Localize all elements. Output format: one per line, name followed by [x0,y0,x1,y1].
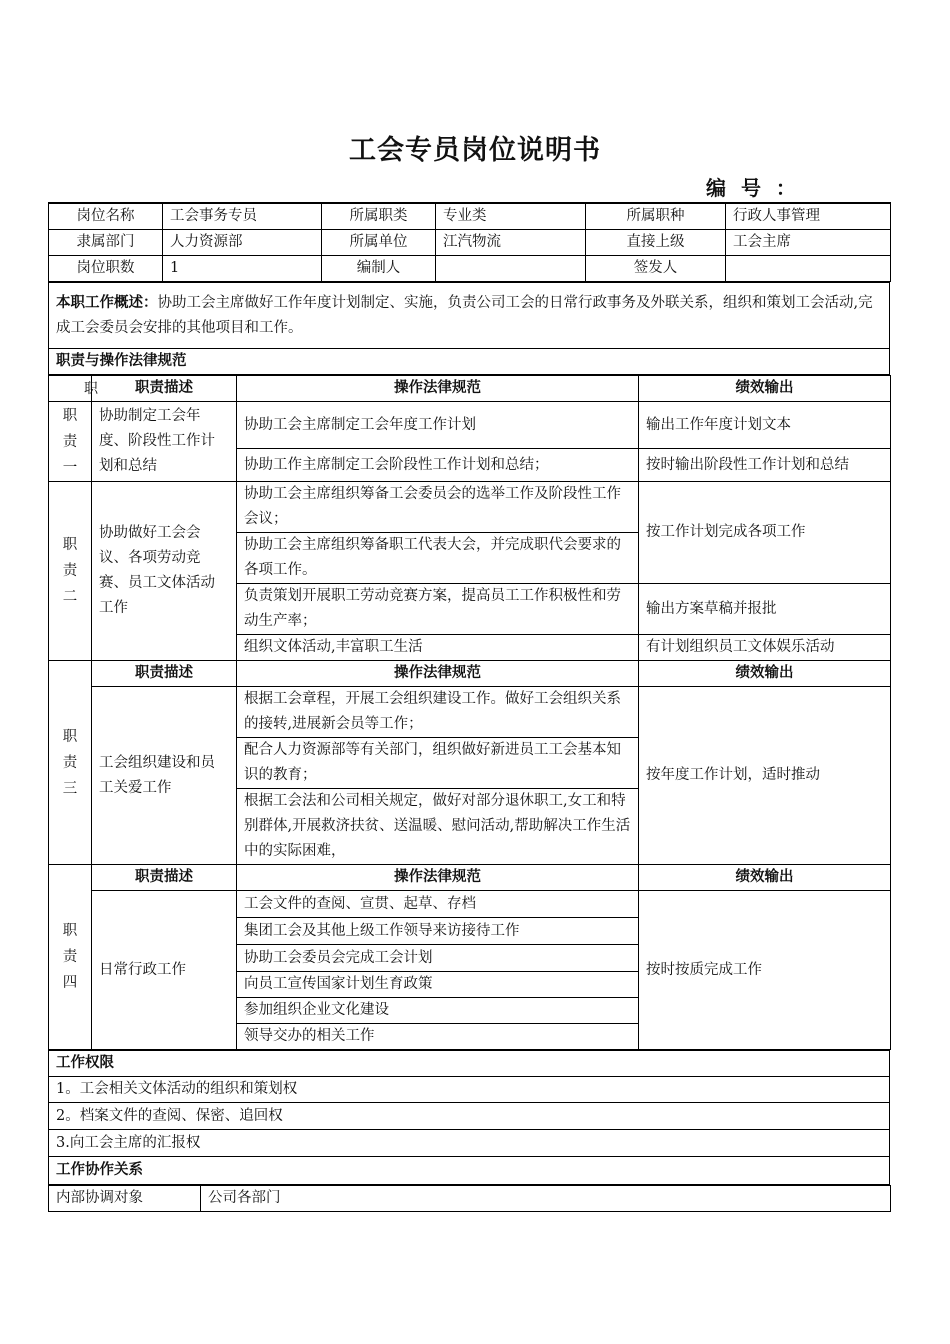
authority-item-2: 2。档案文件的查阅、保密、追回权 [49,1103,890,1130]
author-label: 编制人 [322,256,436,282]
type-label: 所属职种 [586,203,726,230]
authority-title: 工作权限 [49,1051,890,1077]
duty1-output-2: 按时输出阶段性工作计划和总结 [639,449,891,482]
duty2-output-1: 按工作计划完成各项工作 [639,482,891,584]
author-value [436,256,586,282]
duty3-col-desc-header: 职责描述 [92,661,237,687]
summary-table [48,282,890,375]
duty2-norm-1: 协助工会主席组织筹备工会委员会的选举工作及阶段性工作会议； [237,482,639,533]
superior-value: 工会主席 [726,230,891,256]
category-label: 所属职类 [322,203,436,230]
duty4-desc: 日常行政工作 [92,891,237,1050]
duty4-norm-5: 参加组织企业文化建设 [237,998,639,1024]
grade-value: 1 [163,256,322,282]
unit-value: 江汽物流 [436,230,586,256]
dept-value: 人力资源部 [163,230,322,256]
duty4-col-desc-header: 职责描述 [92,865,237,891]
position-name-value: 工会事务专员 [163,203,322,230]
duty4-norm-3: 协助工会委员会完成工会计划 [237,945,639,972]
duty4-norm-6: 领导交办的相关工作 [237,1024,639,1050]
authority-item-1: 1。工会相关文体活动的组织和策划权 [49,1077,890,1103]
internal-label: 内部协调对象 [49,1186,201,1212]
grade-label: 岗位职数 [49,256,163,282]
duty2-desc: 协助做好工会会议、各项劳动竞赛、员工文体活动工作 [92,482,237,661]
authority-table [48,1050,890,1185]
duty4-label: 职 责 四 [49,865,92,1050]
duty2-norm-3: 负责策划开展职工劳动竞赛方案，提高员工工作积极性和劳动生产率； [237,584,639,635]
type-value: 行政人事管理 [726,203,891,230]
relations-table [48,1185,891,1212]
duty4-output: 按时按质完成工作 [639,891,891,1050]
duty2-output-3: 有计划组织员工文体娱乐活动 [639,635,891,661]
duty4-norm-1: 工会文件的查阅、宣贯、起草、存档 [237,891,639,918]
summary-cell [49,283,890,349]
duty1-norm-1: 协助工会主席制定工会年度工作计划 [237,402,639,449]
category-value: 专业类 [436,203,586,230]
duty1-label: 职 责 一 [49,402,92,482]
duty3-norm-2: 配合人力资源部等有关部门，组织做好新进员工工会基本知识的教育； [237,738,639,789]
duty1-desc: 协助制定工会年度、阶段性工作计划和总结 [92,402,237,482]
duty3-norm-3: 根据工会法和公司相关规定，做好对部分退休职工,女工和特别群体,开展救济扶贫、送温暖、慰问活动,帮助解决工作生活中的实际困难， [237,789,639,865]
duty3-col-output-header: 绩效输出 [639,661,891,687]
dept-label: 隶属部门 [49,230,163,256]
duties-section-title: 职责与操作法律规范 [49,349,890,375]
issuer-value [726,256,891,282]
duty3-label: 职 责 三 [49,661,92,865]
col-desc-header: 职责描述 [92,376,237,402]
summary-text: 协助工会主席做好工作年度计划制定、实施，负责公司工会的日常行政事务及外联关系，组织和策划工会活动,完成工会委员会安排的其他项目和工作。 [56,294,873,336]
duty2-output-2: 输出方案草稿并报批 [639,584,891,635]
duty4-norm-4: 向员工宣传国家计划生育政策 [237,972,639,998]
col-output-header: 绩效输出 [639,376,891,402]
authority-item-3: 3.向工会主席的汇报权 [49,1130,890,1157]
superior-label: 直接上级 [586,230,726,256]
internal-value: 公司各部门 [201,1186,891,1212]
duty3-desc: 工会组织建设和员工关爱工作 [92,687,237,865]
duty3-output: 按年度工作计划，适时推动 [639,687,891,865]
duties-table [48,375,891,1050]
duty2-norm-2: 协助工会主席组织筹备职工代表大会，并完成职代会要求的各项工作。 [237,533,639,584]
basic-info-table [48,202,891,282]
duty3-col-norm-header: 操作法律规范 [237,661,639,687]
duty2-label: 职 责 二 [49,482,92,661]
duty2-norm-4: 组织文体活动,丰富职工生活 [237,635,639,661]
col-norm-header: 操作法律规范 [237,376,639,402]
position-name-label: 岗位名称 [49,203,163,230]
summary-label: 本职工作概述： [56,294,158,311]
duty4-norm-2: 集团工会及其他上级工作领导来访接待工作 [237,918,639,945]
duty1-norm-2: 协助工作主席制定工会阶段性工作计划和总结； [237,449,639,482]
duty3-norm-1: 根据工会章程，开展工会组织建设工作。做好工会组织关系的接转,进展新会员等工作； [237,687,639,738]
page-title: 工会专员岗位说明书 [349,135,601,166]
serial-number-label: 编 号 ： [706,176,800,200]
duty4-col-norm-header: 操作法律规范 [237,865,639,891]
duty1-output-1: 输出工作年度计划文本 [639,402,891,449]
duty4-col-output-header: 绩效输出 [639,865,891,891]
issuer-label: 签发人 [586,256,726,282]
unit-label: 所属单位 [322,230,436,256]
stray-character: 职 [84,381,98,397]
job-description-form [48,202,890,1212]
relations-title: 工作协作关系 [49,1157,890,1185]
